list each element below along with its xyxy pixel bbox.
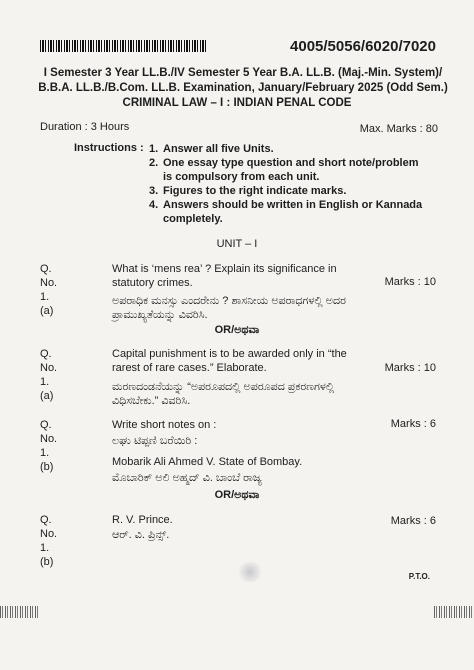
- instruction-item: 4. Answers should be written in English or Kannada completely.: [149, 199, 423, 225]
- or-divider: OR/ಅಥವಾ: [214, 489, 260, 501]
- question-text: Write short notes on :: [112, 419, 217, 431]
- question-marks: Marks : 6: [390, 418, 436, 430]
- unit-title: UNIT – I: [216, 238, 258, 250]
- case-name: Mobarik Ali Ahmed V. State of Bombay.: [112, 456, 303, 468]
- instructions-list: [149, 142, 429, 226]
- duration: Duration : 3 Hours: [40, 121, 130, 133]
- header-line-2: B.B.A. LL.B./B.Com. LL.B. Examination, January/February 2025 (Odd Sem.): [38, 82, 448, 94]
- question-text: Capital punishment is to be awarded only in “the rarest of rare cases.” Elaborate.: [112, 348, 347, 374]
- instructions-label: Instructions :: [74, 142, 144, 154]
- question-kannada: ಅಪರಾಧಿಕ ಮನಸ್ಸು ಎಂದರೇನು ? ಶಾಸನೀಯ ಅಪರಾಧಗಳಲ್ಲಿ ಅದರ ಪ್ರಾಮುಖ್ಯತೆಯನ್ನು ವಿವರಿಸಿ.: [112, 295, 346, 321]
- pto-label: P.T.O.: [408, 572, 430, 581]
- case-name-kannada: ಮೊಬಾರಿಕ್ ಅಲಿ ಅಹ್ಮದ್ ವಿ. ಬಾಂಬೆ ರಾಜ್ಯ: [112, 472, 262, 484]
- question-marks: Marks : 10: [384, 362, 436, 374]
- question-number: Q. No. 1. (b): [40, 514, 58, 568]
- max-marks: Max. Marks : 80: [359, 123, 438, 135]
- exam-header: [38, 66, 448, 96]
- instruction-item: 1. Answer all five Units.: [149, 143, 274, 155]
- question-kannada: ಆರ್. ವಿ. ಪ್ರಿನ್ಸ್.: [112, 529, 170, 541]
- scan-edge-left: [0, 606, 40, 618]
- question-kannada: ಲಘು ಟಿಪ್ಪಣಿ ಬರೆಯಿರಿ :: [112, 435, 198, 447]
- scan-smudge: [236, 562, 264, 582]
- barcode: [40, 40, 208, 52]
- or-divider: OR/ಅಥವಾ: [214, 324, 260, 336]
- header-line-1: I Semester 3 Year LL.B./IV Semester 5 Year B.A. LL.B. (Maj.-Min. System)/: [43, 67, 443, 79]
- question-number: Q. No. 1. (a): [40, 263, 58, 317]
- question-marks: Marks : 10: [384, 276, 436, 288]
- instruction-item: 3. Figures to the right indicate marks.: [149, 185, 347, 197]
- question-text: What is ‘mens rea’ ? Explain its significance in statutory crimes.: [112, 263, 337, 289]
- question-kannada: ಮರಣದಂಡನೆಯನ್ನು “ಅಪರೂಪದಲ್ಲಿ ಅಪರೂಪದ ಪ್ರಕರಣಗಳಲ್ಲಿ ವಿಧಿಸಬೇಕು.” ವಿವರಿಸಿ.: [112, 381, 335, 407]
- paper-code: 4005/5056/6020/7020: [290, 38, 436, 55]
- question-number: Q. No. 1. (a): [40, 348, 58, 402]
- instruction-item: 2. One essay type question and short note/problem is compulsory from each unit.: [149, 157, 419, 183]
- question-number: Q. No. 1. (b): [40, 419, 58, 473]
- question-marks: Marks : 6: [390, 515, 436, 527]
- scan-edge-right: [434, 606, 474, 618]
- subject-title: CRIMINAL LAW – I : INDIAN PENAL CODE: [122, 97, 352, 109]
- question-text: R. V. Prince.: [112, 514, 173, 526]
